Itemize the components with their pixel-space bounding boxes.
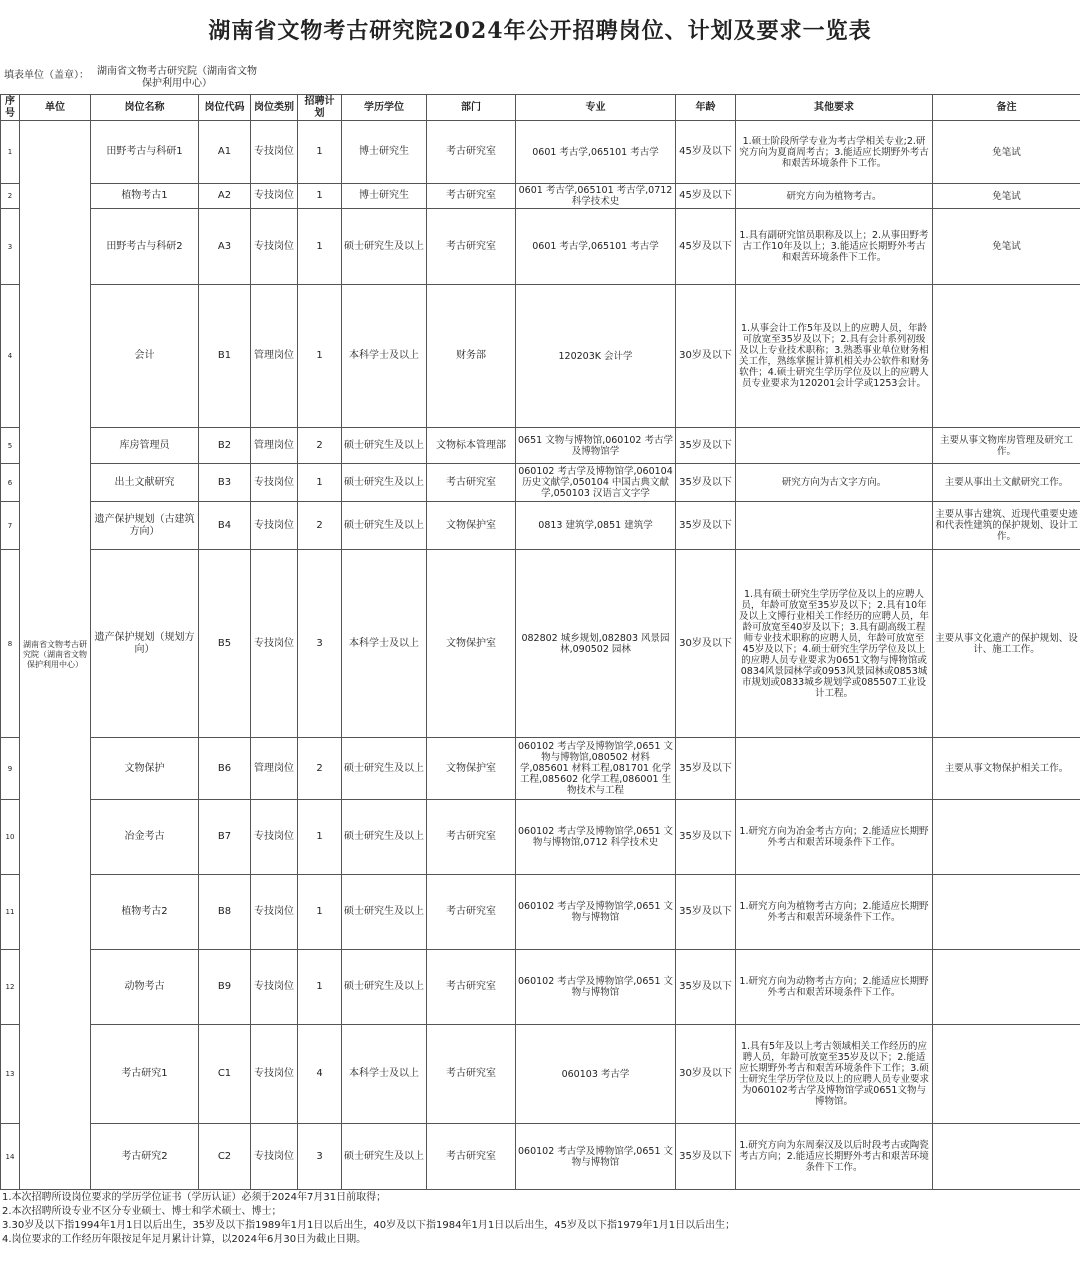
cell-seq: 5 [1, 428, 20, 464]
fill-unit-line [4, 66, 304, 92]
cell-department: 考古研究室 [427, 800, 516, 875]
cell-post-code: A3 [199, 209, 251, 285]
cell-seq: 14 [1, 1124, 20, 1190]
cell-age: 35岁及以下 [676, 800, 736, 875]
cell-education: 硕士研究生及以上 [342, 738, 427, 800]
cell-education: 本科学士及以上 [342, 285, 427, 428]
cell-other-requirements: 1.具有副研究馆员职称及以上；2.从事田野考古工作10年及以上；3.能适应长期野外考古和艰苦环境条件下工作。 [736, 209, 933, 285]
footnote: 2.本次招聘所设专业不区分专业硕士、博士和学术硕士、博士； [2, 1206, 282, 1217]
cell-remark: 主要从事文物保护相关工作。 [933, 738, 1080, 800]
cell-education: 博士研究生 [342, 121, 427, 184]
cell-plan: 1 [298, 464, 342, 502]
cell-department: 考古研究室 [427, 1025, 516, 1124]
table-row [1, 738, 1080, 800]
table-row [1, 502, 1080, 550]
table-body [1, 121, 1080, 1190]
cell-remark [933, 950, 1080, 1025]
cell-department: 考古研究室 [427, 1124, 516, 1190]
cell-education: 硕士研究生及以上 [342, 1124, 427, 1190]
cell-seq: 7 [1, 502, 20, 550]
cell-post-category: 专技岗位 [251, 184, 298, 209]
header-seq: 序号 [1, 95, 20, 121]
cell-major: 060102 考古学及博物馆学,0651 文物与博物馆 [516, 950, 676, 1025]
cell-major: 060102 考古学及博物馆学,0651 文物与博物馆 [516, 1124, 676, 1190]
cell-seq: 10 [1, 800, 20, 875]
cell-other-requirements: 1.硕士阶段所学专业为考古学相关专业;2.研究方向为夏商周考古；3.能适应长期野外考古和艰苦环境条件下工作。 [736, 121, 933, 184]
cell-post-category: 专技岗位 [251, 875, 298, 950]
cell-department: 文物保护室 [427, 738, 516, 800]
cell-other-requirements [736, 738, 933, 800]
cell-plan: 3 [298, 1124, 342, 1190]
table-row [1, 800, 1080, 875]
table-row [1, 209, 1080, 285]
cell-education: 硕士研究生及以上 [342, 875, 427, 950]
cell-education: 本科学士及以上 [342, 550, 427, 738]
cell-department: 考古研究室 [427, 209, 516, 285]
header-post-code: 岗位代码 [199, 95, 251, 121]
cell-post-name: 冶金考古 [91, 800, 199, 875]
cell-plan: 1 [298, 285, 342, 428]
cell-age: 45岁及以下 [676, 121, 736, 184]
table-row [1, 464, 1080, 502]
cell-post-code: B7 [199, 800, 251, 875]
cell-remark: 主要从事文化遗产的保护规划、设计、施工工作。 [933, 550, 1080, 738]
cell-department: 考古研究室 [427, 950, 516, 1025]
cell-department: 财务部 [427, 285, 516, 428]
cell-seq: 11 [1, 875, 20, 950]
cell-post-name: 植物考古2 [91, 875, 199, 950]
cell-plan: 1 [298, 209, 342, 285]
cell-age: 35岁及以下 [676, 1124, 736, 1190]
cell-post-code: B6 [199, 738, 251, 800]
cell-remark [933, 875, 1080, 950]
footnote: 4.岗位要求的工作经历年限按足年足月累计计算，以2024年6月30日为截止日期。 [2, 1234, 367, 1245]
cell-plan: 1 [298, 121, 342, 184]
cell-other-requirements: 1.具有硕士研究生学历学位及以上的应聘人员，年龄可放宽至35岁及以下；2.具有10年及以上文博行业相关工作经历的应聘人员，年龄可放宽至40岁及以下；3.具有副高级工程师专业技术职称的应聘人员，年龄可放宽至45岁及以下；4.硕士研究生学历学位及以上的应聘人员专业要求为0651文物与博物馆或0834风景园林学或0953风景园林或0853城市规划或0833城乡规划学或085507工业设计工程。 [736, 550, 933, 738]
cell-age: 45岁及以下 [676, 209, 736, 285]
cell-post-category: 专技岗位 [251, 800, 298, 875]
cell-plan: 4 [298, 1025, 342, 1124]
header-unit: 单位 [20, 95, 91, 121]
cell-remark [933, 1124, 1080, 1190]
cell-seq: 3 [1, 209, 20, 285]
table-row [1, 184, 1080, 209]
cell-post-code: B2 [199, 428, 251, 464]
header-education: 学历学位 [342, 95, 427, 121]
footnote: 1.本次招聘所设岗位要求的学历学位证书（学历认证）必须于2024年7月31日前取得； [2, 1192, 387, 1203]
cell-post-category: 专技岗位 [251, 464, 298, 502]
cell-education: 硕士研究生及以上 [342, 502, 427, 550]
cell-post-code: C1 [199, 1025, 251, 1124]
cell-other-requirements: 1.研究方向为东周秦汉及以后时段考古或陶瓷考古方向；2.能适应长期野外考古和艰苦环境条件下工作。 [736, 1124, 933, 1190]
cell-department: 考古研究室 [427, 875, 516, 950]
cell-seq: 13 [1, 1025, 20, 1124]
table-row [1, 1124, 1080, 1190]
cell-remark [933, 800, 1080, 875]
cell-plan: 1 [298, 875, 342, 950]
cell-other-requirements: 1.研究方向为冶金考古方向；2.能适应长期野外考古和艰苦环境条件下工作。 [736, 800, 933, 875]
cell-age: 30岁及以下 [676, 1025, 736, 1124]
cell-age: 35岁及以下 [676, 428, 736, 464]
cell-post-category: 管理岗位 [251, 285, 298, 428]
cell-age: 35岁及以下 [676, 950, 736, 1025]
cell-post-code: B4 [199, 502, 251, 550]
recruitment-table [0, 94, 1080, 1190]
cell-major: 060102 考古学及博物馆学,0651 文物与博物馆 [516, 875, 676, 950]
cell-major: 0601 考古学,065101 考古学,0712 科学技术史 [516, 184, 676, 209]
cell-seq: 2 [1, 184, 20, 209]
table-row [1, 428, 1080, 464]
cell-post-category: 管理岗位 [251, 428, 298, 464]
cell-remark: 主要从事出土文献研究工作。 [933, 464, 1080, 502]
header-major: 专业 [516, 95, 676, 121]
cell-seq: 4 [1, 285, 20, 428]
cell-department: 文物保护室 [427, 502, 516, 550]
cell-remark: 主要从事文物库房管理及研究工作。 [933, 428, 1080, 464]
cell-post-code: B1 [199, 285, 251, 428]
cell-major: 0813 建筑学,0851 建筑学 [516, 502, 676, 550]
header-department: 部门 [427, 95, 516, 121]
cell-other-requirements: 1.从事会计工作5年及以上的应聘人员，年龄可放宽至35岁及以下；2.具有会计系列初级及以上专业技术职称；3.熟悉事业单位财务相关工作，熟练掌握计算机相关办公软件和财务软件；4.硕士研究生学历学位及以上的应聘人员专业要求为120201会计学或1253会计。 [736, 285, 933, 428]
cell-post-code: A2 [199, 184, 251, 209]
cell-department: 考古研究室 [427, 121, 516, 184]
cell-post-category: 专技岗位 [251, 502, 298, 550]
cell-department: 文物标本管理部 [427, 428, 516, 464]
cell-seq: 1 [1, 121, 20, 184]
header-remark: 备注 [933, 95, 1080, 121]
table-row [1, 950, 1080, 1025]
cell-remark: 主要从事古建筑、近现代重要史迹和代表性建筑的保护规划、设计工作。 [933, 502, 1080, 550]
cell-education: 硕士研究生及以上 [342, 209, 427, 285]
cell-post-code: B3 [199, 464, 251, 502]
cell-education: 硕士研究生及以上 [342, 464, 427, 502]
cell-post-name: 田野考古与科研1 [91, 121, 199, 184]
cell-age: 35岁及以下 [676, 875, 736, 950]
cell-age: 35岁及以下 [676, 502, 736, 550]
cell-other-requirements [736, 502, 933, 550]
cell-post-category: 专技岗位 [251, 550, 298, 738]
cell-department: 考古研究室 [427, 184, 516, 209]
cell-post-name: 遗产保护规划（规划方向） [91, 550, 199, 738]
cell-post-code: B5 [199, 550, 251, 738]
cell-seq: 12 [1, 950, 20, 1025]
cell-post-category: 专技岗位 [251, 950, 298, 1025]
cell-seq: 8 [1, 550, 20, 738]
header-post-category: 岗位类别 [251, 95, 298, 121]
cell-plan: 1 [298, 800, 342, 875]
table-row [1, 1025, 1080, 1124]
cell-education: 本科学士及以上 [342, 1025, 427, 1124]
table-header-row [1, 95, 1080, 121]
cell-post-name: 库房管理员 [91, 428, 199, 464]
cell-other-requirements: 研究方向为古文字方向。 [736, 464, 933, 502]
cell-other-requirements: 1.具有5年及以上考古领域相关工作经历的应聘人员，年龄可放宽至35岁及以下；2.能适应长期野外考古和艰苦环境条件下工作；3.硕士研究生学历学位及以上的应聘人员专业要求为060102考古学及博物馆学或0651文物与博物馆。 [736, 1025, 933, 1124]
cell-post-name: 考古研究1 [91, 1025, 199, 1124]
table-row [1, 285, 1080, 428]
cell-age: 30岁及以下 [676, 285, 736, 428]
cell-age: 35岁及以下 [676, 464, 736, 502]
cell-department: 考古研究室 [427, 464, 516, 502]
cell-education: 硕士研究生及以上 [342, 950, 427, 1025]
cell-education: 硕士研究生及以上 [342, 800, 427, 875]
cell-other-requirements [736, 428, 933, 464]
cell-age: 30岁及以下 [676, 550, 736, 738]
cell-major: 0601 考古学,065101 考古学 [516, 121, 676, 184]
cell-post-name: 田野考古与科研2 [91, 209, 199, 285]
footnotes [2, 1191, 1078, 1247]
cell-major: 060102 考古学及博物馆学,060104 历史文献学,050104 中国古典文献学,050103 汉语言文字学 [516, 464, 676, 502]
cell-post-category: 专技岗位 [251, 1124, 298, 1190]
table-row [1, 121, 1080, 184]
cell-plan: 1 [298, 950, 342, 1025]
cell-major: 120203K 会计学 [516, 285, 676, 428]
cell-remark [933, 1025, 1080, 1124]
cell-plan: 2 [298, 502, 342, 550]
cell-other-requirements: 1.研究方向为植物考古方向；2.能适应长期野外考古和艰苦环境条件下工作。 [736, 875, 933, 950]
cell-age: 45岁及以下 [676, 184, 736, 209]
cell-post-name: 遗产保护规划（古建筑方向） [91, 502, 199, 550]
cell-post-name: 植物考古1 [91, 184, 199, 209]
cell-remark: 免笔试 [933, 209, 1080, 285]
cell-post-category: 专技岗位 [251, 1025, 298, 1124]
fill-unit-value: 湖南省文物考古研究院（湖南省文物保护利用中心） [97, 66, 257, 89]
cell-post-category: 管理岗位 [251, 738, 298, 800]
cell-other-requirements: 1.研究方向为动物考古方向；2.能适应长期野外考古和艰苦环境条件下工作。 [736, 950, 933, 1025]
cell-seq: 9 [1, 738, 20, 800]
cell-plan: 2 [298, 428, 342, 464]
cell-remark: 免笔试 [933, 184, 1080, 209]
fill-unit-label: 填表单位（盖章）： [4, 70, 89, 81]
cell-major: 0651 文物与博物馆,060102 考古学及博物馆学 [516, 428, 676, 464]
footnote: 3.30岁及以下指1994年1月1日以后出生，35岁及以下指1989年1月1日以后出生，40岁及以下指1984年1月1日以后出生，45岁及以下指1979年1月1日以后出生； [2, 1220, 736, 1231]
cell-post-category: 专技岗位 [251, 209, 298, 285]
cell-post-name: 出土文献研究 [91, 464, 199, 502]
cell-major: 060102 考古学及博物馆学,0651 文物与博物馆,080502 材料学,085601 材料工程,081701 化学工程,085602 化学工程,086001 生物技术与工程 [516, 738, 676, 800]
cell-post-code: B9 [199, 950, 251, 1025]
header-age: 年龄 [676, 95, 736, 121]
cell-plan: 2 [298, 738, 342, 800]
page-title: 湖南省文物考古研究院2024年公开招聘岗位、计划及要求一览表 [208, 18, 872, 44]
cell-post-name: 动物考古 [91, 950, 199, 1025]
cell-major: 082802 城乡规划,082803 风景园林,090502 园林 [516, 550, 676, 738]
cell-post-category: 专技岗位 [251, 121, 298, 184]
cell-plan: 1 [298, 184, 342, 209]
cell-education: 硕士研究生及以上 [342, 428, 427, 464]
cell-remark: 免笔试 [933, 121, 1080, 184]
cell-age: 35岁及以下 [676, 738, 736, 800]
table-row [1, 875, 1080, 950]
cell-education: 博士研究生 [342, 184, 427, 209]
cell-plan: 3 [298, 550, 342, 738]
header-plan: 招聘计划 [298, 95, 342, 121]
cell-post-code: C2 [199, 1124, 251, 1190]
cell-other-requirements: 研究方向为植物考古。 [736, 184, 933, 209]
header-other-requirements: 其他要求 [736, 95, 933, 121]
cell-seq: 6 [1, 464, 20, 502]
header-post-name: 岗位名称 [91, 95, 199, 121]
cell-unit: 湖南省文物考古研究院（湖南省文物保护利用中心） [20, 121, 91, 1190]
cell-post-name: 会计 [91, 285, 199, 428]
cell-department: 文物保护室 [427, 550, 516, 738]
table-row [1, 550, 1080, 738]
cell-major: 0601 考古学,065101 考古学 [516, 209, 676, 285]
cell-major: 060103 考古学 [516, 1025, 676, 1124]
cell-post-name: 考古研究2 [91, 1124, 199, 1190]
cell-remark [933, 285, 1080, 428]
cell-post-name: 文物保护 [91, 738, 199, 800]
cell-post-code: A1 [199, 121, 251, 184]
cell-major: 060102 考古学及博物馆学,0651 文物与博物馆,0712 科学技术史 [516, 800, 676, 875]
cell-post-code: B8 [199, 875, 251, 950]
